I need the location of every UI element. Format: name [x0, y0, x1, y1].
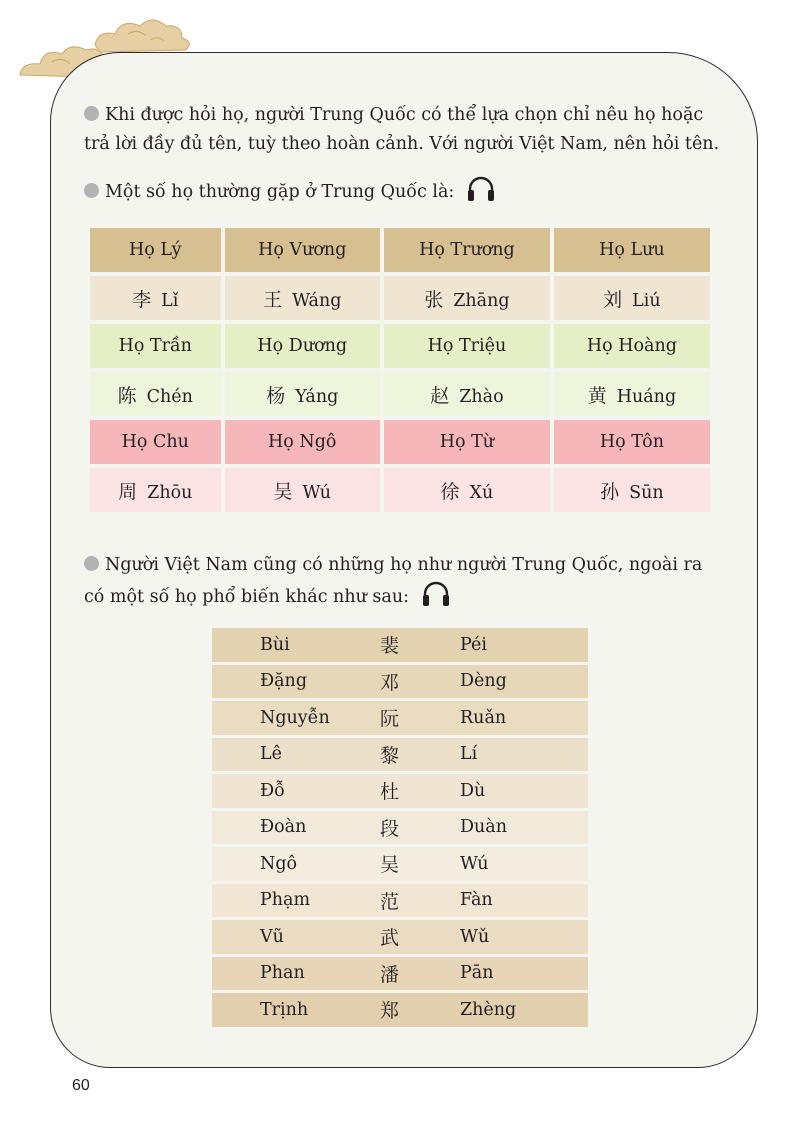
pinyin: Wáng: [292, 290, 342, 311]
table-row: [90, 228, 710, 272]
hanzi: 黄: [587, 384, 607, 407]
intro-paragraph-3: [84, 551, 724, 612]
pinyin: Dèng: [440, 665, 588, 699]
pinyin: Wú: [440, 847, 588, 881]
table-row: [212, 811, 588, 845]
pinyin: Huáng: [616, 386, 677, 407]
intro-text-2: Một số họ thường gặp ở Trung Quốc là:: [105, 182, 455, 202]
surname-header-cell: Họ Triệu: [384, 324, 550, 368]
pinyin: Sūn: [629, 482, 664, 503]
viet-surname: Phạm: [212, 884, 380, 918]
viet-surname: Lê: [212, 738, 380, 772]
hanzi: 吴: [273, 480, 293, 503]
surname-header-cell: Họ Lý: [90, 228, 221, 272]
intro-paragraph-1: [84, 101, 724, 159]
hanzi: 黎: [380, 738, 440, 772]
headphones-icon[interactable]: [466, 175, 496, 203]
surname-char-cell: [225, 468, 380, 512]
table-row: [90, 276, 710, 320]
pinyin: Chén: [146, 386, 193, 407]
pinyin: Wǔ: [440, 920, 588, 954]
surname-char-cell: [384, 276, 550, 320]
hanzi: 李: [132, 288, 152, 311]
bullet-dot-icon: [84, 106, 99, 121]
hanzi: 武: [380, 920, 440, 954]
pinyin: Zhào: [459, 386, 504, 407]
surname-char-cell: [90, 276, 221, 320]
surname-header-cell: Họ Vương: [225, 228, 380, 272]
hanzi: 潘: [380, 957, 440, 991]
viet-surname: Đoàn: [212, 811, 380, 845]
hanzi: 裴: [380, 628, 440, 662]
hanzi: 张: [424, 288, 444, 311]
pinyin: Yáng: [295, 386, 339, 407]
hanzi: 周: [118, 480, 138, 503]
pinyin: Lí: [440, 738, 588, 772]
chinese-surnames-table: [86, 224, 714, 516]
table-row: [90, 468, 710, 512]
pinyin: Ruǎn: [440, 701, 588, 735]
intro-text-1: Khi được hỏi họ, người Trung Quốc có thể lựa chọn chỉ nêu họ hoặc trả lời đầy đủ tên, tuỳ theo hoàn cảnh. Với người Việt Nam, nên hỏi tên.: [84, 105, 720, 154]
surname-char-cell: [90, 468, 221, 512]
hanzi: 阮: [380, 701, 440, 735]
hanzi: 赵: [430, 384, 450, 407]
pinyin: Pān: [440, 957, 588, 991]
table-row: [212, 774, 588, 808]
pinyin: Fàn: [440, 884, 588, 918]
surname-char-cell: [90, 372, 221, 416]
surname-header-cell: Họ Hoàng: [554, 324, 710, 368]
bullet-dot-icon: [84, 556, 99, 571]
hanzi: 刘: [603, 288, 623, 311]
surname-char-cell: [225, 372, 380, 416]
headphones-icon[interactable]: [421, 580, 451, 608]
hanzi: 郑: [380, 993, 440, 1027]
table-row: [212, 993, 588, 1027]
hanzi: 王: [263, 288, 283, 311]
surname-header-cell: Họ Lưu: [554, 228, 710, 272]
table-row: [212, 957, 588, 991]
hanzi: 杜: [380, 774, 440, 808]
pinyin: Zhèng: [440, 993, 588, 1027]
table-row: [90, 324, 710, 368]
hanzi: 吴: [380, 847, 440, 881]
viet-surname: Trịnh: [212, 993, 380, 1027]
pinyin: Péi: [440, 628, 588, 662]
table-row: [90, 372, 710, 416]
pinyin: Dù: [440, 774, 588, 808]
hanzi: 段: [380, 811, 440, 845]
pinyin: Liú: [632, 290, 661, 311]
surname-char-cell: [554, 372, 710, 416]
viet-surname: Đỗ: [212, 774, 380, 808]
table-row: [212, 920, 588, 954]
page-number: 60: [72, 1077, 90, 1094]
table-row: [212, 628, 588, 662]
surname-header-cell: Họ Ngô: [225, 420, 380, 464]
table-row: [212, 701, 588, 735]
surname-header-cell: Họ Trần: [90, 324, 221, 368]
hanzi: 邓: [380, 665, 440, 699]
intro-text-3: Người Việt Nam cũng có những họ như người Trung Quốc, ngoài ra có một số họ phổ biến khác như sau:: [84, 555, 703, 607]
surname-header-cell: Họ Từ: [384, 420, 550, 464]
pinyin: Lǐ: [161, 290, 179, 311]
surname-char-cell: [384, 468, 550, 512]
pinyin: Zhāng: [453, 290, 510, 311]
viet-surname: Đặng: [212, 665, 380, 699]
table-row: [212, 738, 588, 772]
viet-surname: Phan: [212, 957, 380, 991]
surname-char-cell: [225, 276, 380, 320]
hanzi: 徐: [440, 480, 460, 503]
viet-surname: Ngô: [212, 847, 380, 881]
surname-header-cell: Họ Tôn: [554, 420, 710, 464]
viet-surname: Vũ: [212, 920, 380, 954]
table-row: [212, 665, 588, 699]
surname-char-cell: [554, 276, 710, 320]
hanzi: 孙: [600, 480, 620, 503]
viet-surname: Nguyễn: [212, 701, 380, 735]
hanzi: 范: [380, 884, 440, 918]
hanzi: 陈: [117, 384, 137, 407]
pinyin: Wú: [302, 482, 332, 503]
surname-char-cell: [554, 468, 710, 512]
intro-paragraph-2: [84, 175, 724, 207]
surname-header-cell: Họ Trương: [384, 228, 550, 272]
surname-char-cell: [384, 372, 550, 416]
surname-header-cell: Họ Dương: [225, 324, 380, 368]
bullet-dot-icon: [84, 183, 99, 198]
table-row: [212, 884, 588, 918]
hanzi: 杨: [266, 384, 286, 407]
surname-header-cell: Họ Chu: [90, 420, 221, 464]
pinyin: Duàn: [440, 811, 588, 845]
pinyin: Xú: [469, 482, 494, 503]
table-row: [90, 420, 710, 464]
vietnamese-surnames-table: [212, 625, 588, 1030]
viet-surname: Bùi: [212, 628, 380, 662]
table-row: [212, 847, 588, 881]
pinyin: Zhōu: [147, 482, 193, 503]
